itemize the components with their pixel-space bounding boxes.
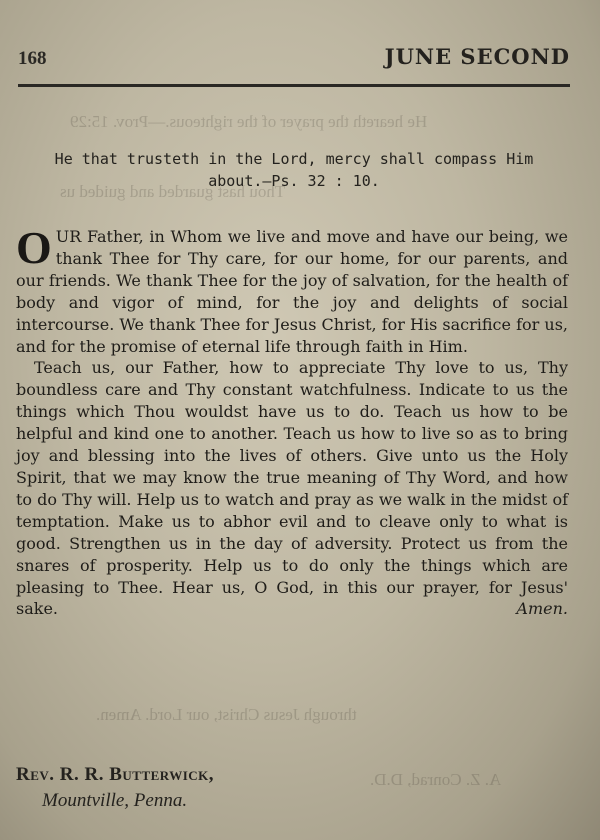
show-through-text: A. Z. Conrad, D.D. [370, 770, 502, 789]
author-name: Rev. R. R. Butterwick, [16, 764, 215, 785]
show-through-text: Thou hast guarded and guided us [60, 182, 286, 201]
show-through-text: He heareth the prayer of the righteous.—Prov. 15:29 [70, 112, 428, 131]
page-header [18, 44, 570, 84]
epigraph-line: He that trusteth in the Lord, mercy shall compass Him [54, 150, 534, 168]
scripture-epigraph [18, 148, 570, 192]
paragraph-text: UR Father, in Whom we live and move and have our being, we thank Thee for Thy care, for our home, for our parents, and our friends. We thank Thee for the joy of salvation, for the health of body and vigor of mind, for the joy and delights of social intercourse. We thank Thee for Jesus Christ, for His sacrifice for us, and for the promise of eternal life through faith in Him. [16, 227, 568, 356]
show-through-text: through Jesus Christ, our Lord. Amen. [96, 705, 357, 724]
author-credit [16, 762, 214, 814]
header-rule [18, 84, 570, 87]
prayer-paragraph [16, 222, 568, 357]
drop-cap: O [16, 222, 52, 273]
paragraph-text: Teach us, our Father, how to appreciate Thy love to us, Thy boundless care and Thy constant watchfulness. Indicate to us the things which Thou wouldst have us to do. Teach us how to be helpful and kind one to another. Teach us how to live so as to bring joy and blessing into the lives of others. Give unto us the Holy Spirit, that we may know the true meaning of Thy Word, and how to do Thy will. Help us to watch and pray as we walk in the midst of temptation. Make us to abhor evil and to cleave only to what is good. Strengthen us in the day of adversity. Protect us from the snares of prosperity. Help us to do only the things which are pleasing to Thee. Hear us, O God, in this our prayer, for Jesus' sake. [16, 358, 568, 619]
prayer-paragraph [16, 357, 568, 620]
amen: Amen. [516, 599, 568, 619]
author-place: Mountville, Penna. [42, 790, 188, 811]
prayer-body [16, 222, 568, 620]
epigraph-line: about.—Ps. 32 : 10. [208, 172, 380, 190]
running-title: JUNE SECOND [384, 44, 570, 69]
page-number: 168 [18, 48, 47, 69]
